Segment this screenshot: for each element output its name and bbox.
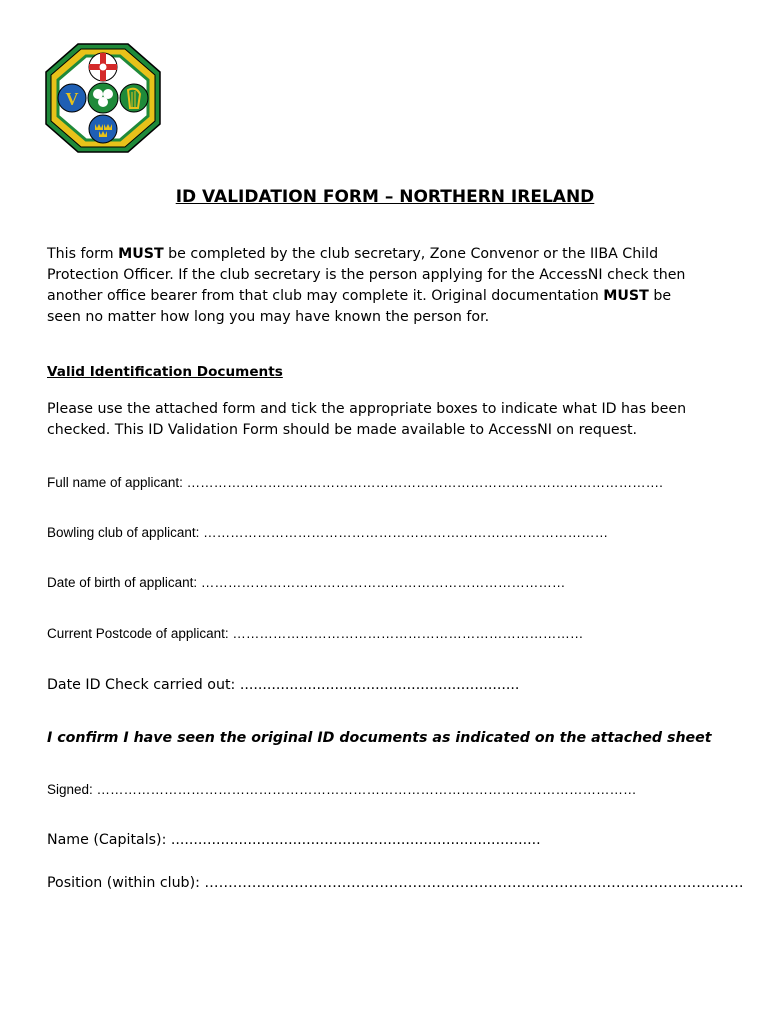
instructions-line-2: checked. This ID Validation Form should be made available to AccessNI on request.: [47, 422, 638, 438]
form-title: ID VALIDATION FORM – NORTHERN IRELAND: [175, 187, 595, 207]
intro-line-2: Protection Officer. If the club secretary is the person applying for the AccessNI check then: [47, 267, 686, 283]
name-capitals-field[interactable]: Name (Capitals): ..................................................................................: [47, 832, 541, 848]
intro-paragraph: [47, 244, 737, 328]
intro-line-1: This form MUST be completed by the club secretary, Zone Convenor or the IIBA Child: [47, 246, 659, 262]
emphasis-must: MUST: [118, 246, 164, 262]
emphasis-must: MUST: [603, 288, 649, 304]
date-of-birth-field[interactable]: Date of birth of applicant: ………………………………………………………………………: [47, 575, 566, 590]
full-name-field[interactable]: Full name of applicant: …………………………………………………………………………………………….: [47, 475, 663, 490]
instructions-paragraph: [47, 399, 737, 441]
section-heading: Valid Identification Documents: [47, 364, 283, 380]
instructions-line-1: Please use the attached form and tick the appropriate boxes to indicate what ID has been: [47, 401, 687, 417]
position-field[interactable]: Position (within club): ……………………………………………………………………………………………………: [47, 875, 744, 891]
svg-text:V: V: [65, 89, 79, 109]
intro-line-3: another office bearer from that club may complete it. Original documentation MUST be: [47, 288, 672, 304]
signed-field[interactable]: Signed: …………………………………………………………………………………………………………: [47, 782, 637, 797]
confirmation-statement: I confirm I have seen the original ID documents as indicated on the attached sheet: [47, 730, 712, 746]
date-id-check-field[interactable]: Date ID Check carried out: ..............................................................: [47, 677, 520, 693]
intro-line-4: seen no matter how long you may have known the person for.: [47, 309, 490, 325]
bowling-club-field[interactable]: Bowling club of applicant: ………………………………………………………………………………: [47, 525, 609, 540]
association-crest-logo: [44, 42, 162, 154]
postcode-field[interactable]: Current Postcode of applicant: ……………………………………………………………………: [47, 626, 584, 641]
